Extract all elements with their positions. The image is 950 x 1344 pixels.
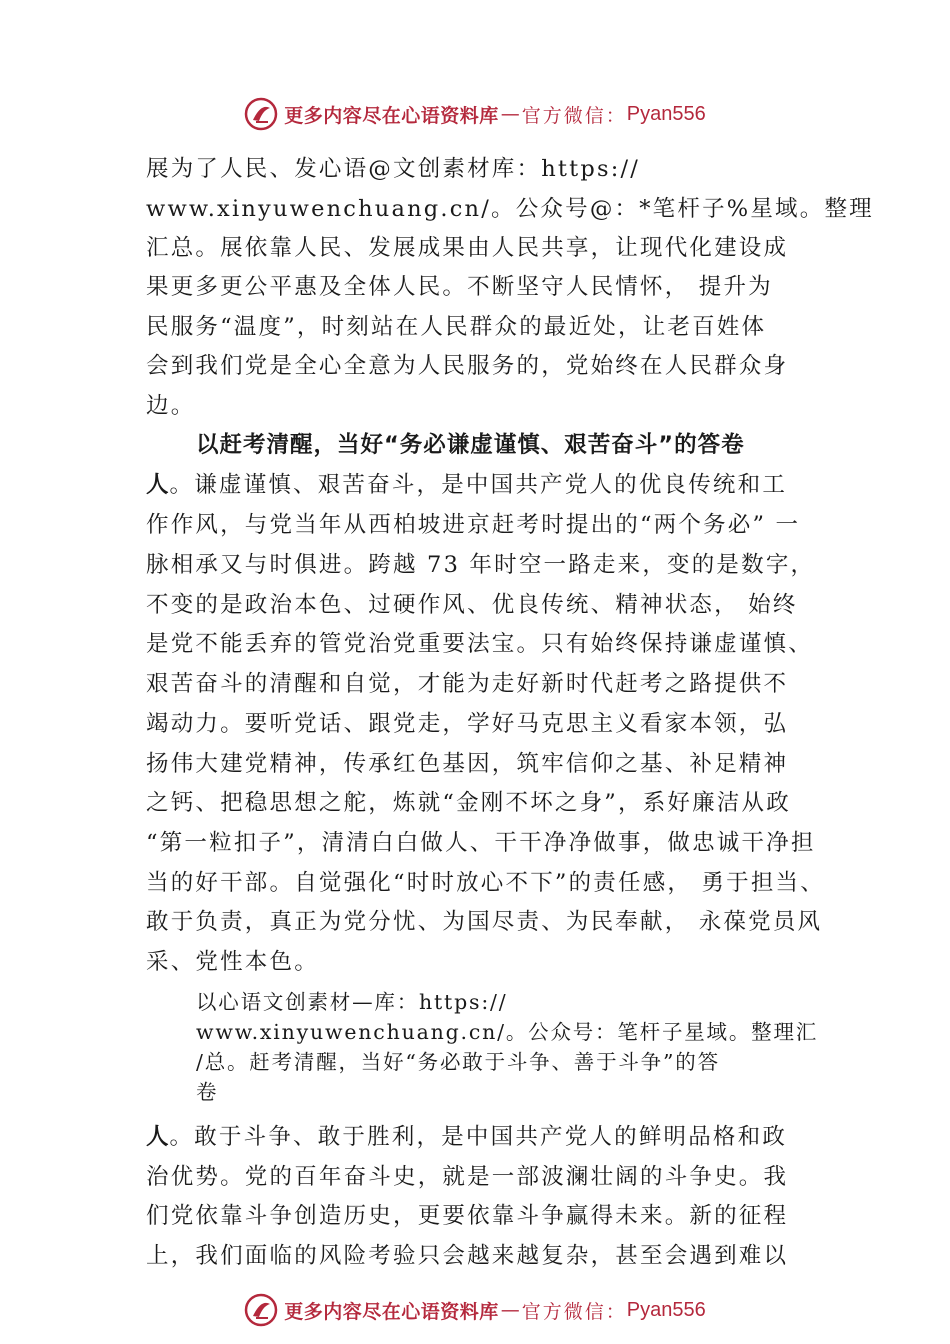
- text-line: 作作风，与党当年从西柏坡进京赶考时提出的“两个务必” 一: [146, 512, 801, 538]
- banner-wechat-id: Pyan556: [626, 102, 706, 125]
- text-line: 艰苦奋斗的清醒和自觉，才能为走好新时代赶考之路提供不: [146, 671, 789, 697]
- banner-sub-text: 官方微信：: [521, 104, 627, 127]
- text-line: 扬伟大建党精神，传承红色基因，筑牢信仰之基、补足精神: [146, 751, 789, 777]
- text-line: 竭动力。要听党话、跟党走，学好马克思主义看家本领，弘: [146, 711, 789, 737]
- text-line: 当的好干部。自觉强化“时时放心不下”的责任感， 勇于担当、: [146, 870, 825, 896]
- banner-dash: —: [500, 103, 520, 125]
- text-line: 展为了人民、发心语@文创素材库：https://: [146, 156, 641, 182]
- text-line: 会到我们党是全心全意为人民服务的，党始终在人民群众身: [146, 353, 789, 379]
- heading-bold-text: 以赶考清醒，当好“务必谦虚谨慎、艰苦奋斗”的答卷: [196, 432, 745, 458]
- text-line: 汇总。展依靠人民、发展成果由人民共享，让现代化建设成: [146, 235, 789, 261]
- text-span: 。敢于斗争、敢于胜利，是中国共产党人的鲜明品格和政: [169, 1124, 788, 1150]
- banner-sub-text: 官方微信：: [521, 1300, 627, 1323]
- text-line: 果更多更公平惠及全体人民。不断坚守人民情怀， 提升为: [146, 274, 773, 300]
- text-line: 以心语文创素材—库：https://: [196, 990, 508, 1014]
- text-line: www.xinyuwenchuang.cn/。公众号@：*笔杆子%星域。整理: [146, 196, 874, 222]
- text-line: 卷: [196, 1080, 219, 1104]
- heading-bold-tail: 人: [146, 472, 170, 498]
- text-line: [146, 470, 787, 500]
- header-banner: [0, 94, 950, 134]
- text-line: 边。: [146, 393, 196, 419]
- text-line: 采、党性本色。: [146, 949, 319, 975]
- text-line: 们党依靠斗争创造历史，更要依靠斗争赢得未来。新的征程: [146, 1203, 789, 1229]
- text-line: [146, 1122, 787, 1152]
- text-line: 民服务“温度”，时刻站在人民群众的最近处，让老百姓体: [146, 314, 767, 340]
- text-line: 不变的是政治本色、过硬作风、优良传统、精神状态， 始终: [146, 592, 798, 618]
- text-line: “第一粒扣子”，清清白白做人、干干净净做事，做忠诚干净担: [146, 830, 816, 856]
- text-line: 是党不能丢弃的管党治党重要法宝。只有始终保持谦虚谨慎、: [146, 631, 813, 657]
- xinyu-logo-icon: [244, 97, 278, 131]
- text-line: 之钙、把稳思想之舵，炼就“金刚不坏之身”，系好廉洁从政: [146, 790, 791, 816]
- xinyu-logo-icon: [244, 1293, 278, 1327]
- heading-bold-tail: 人: [146, 1124, 170, 1150]
- text-line: www.xinyuwenchuang.cn/。公众号：笔杆子星域。整理汇: [196, 1020, 819, 1044]
- banner-main-text: 更多内容尽在心语资料库: [284, 1300, 499, 1323]
- banner-main-text: 更多内容尽在心语资料库: [284, 104, 499, 127]
- banner-wechat-id: Pyan556: [626, 1298, 706, 1321]
- text-line: 脉相承又与时俱进。跨越 73 年时空一路走来，变的是数字，: [146, 552, 816, 578]
- text-line: 敢于负责，真正为党分忧、为国尽责、为民奉献， 永葆党员风: [146, 909, 823, 935]
- text-line: 治优势。党的百年奋斗史，就是一部波澜壮阔的斗争史。我: [146, 1164, 789, 1190]
- text-line: 上，我们面临的风险考验只会越来越复杂，甚至会遇到难以: [146, 1243, 789, 1269]
- text-line: /总。赶考清醒，当好“务必敢于斗争、善于斗争”的答: [196, 1050, 720, 1074]
- footer-banner: [0, 1290, 950, 1330]
- banner-dash: —: [500, 1299, 520, 1321]
- section-heading: [196, 430, 745, 460]
- text-span: 。谦虚谨慎、艰苦奋斗，是中国共产党人的优良传统和工: [169, 472, 788, 498]
